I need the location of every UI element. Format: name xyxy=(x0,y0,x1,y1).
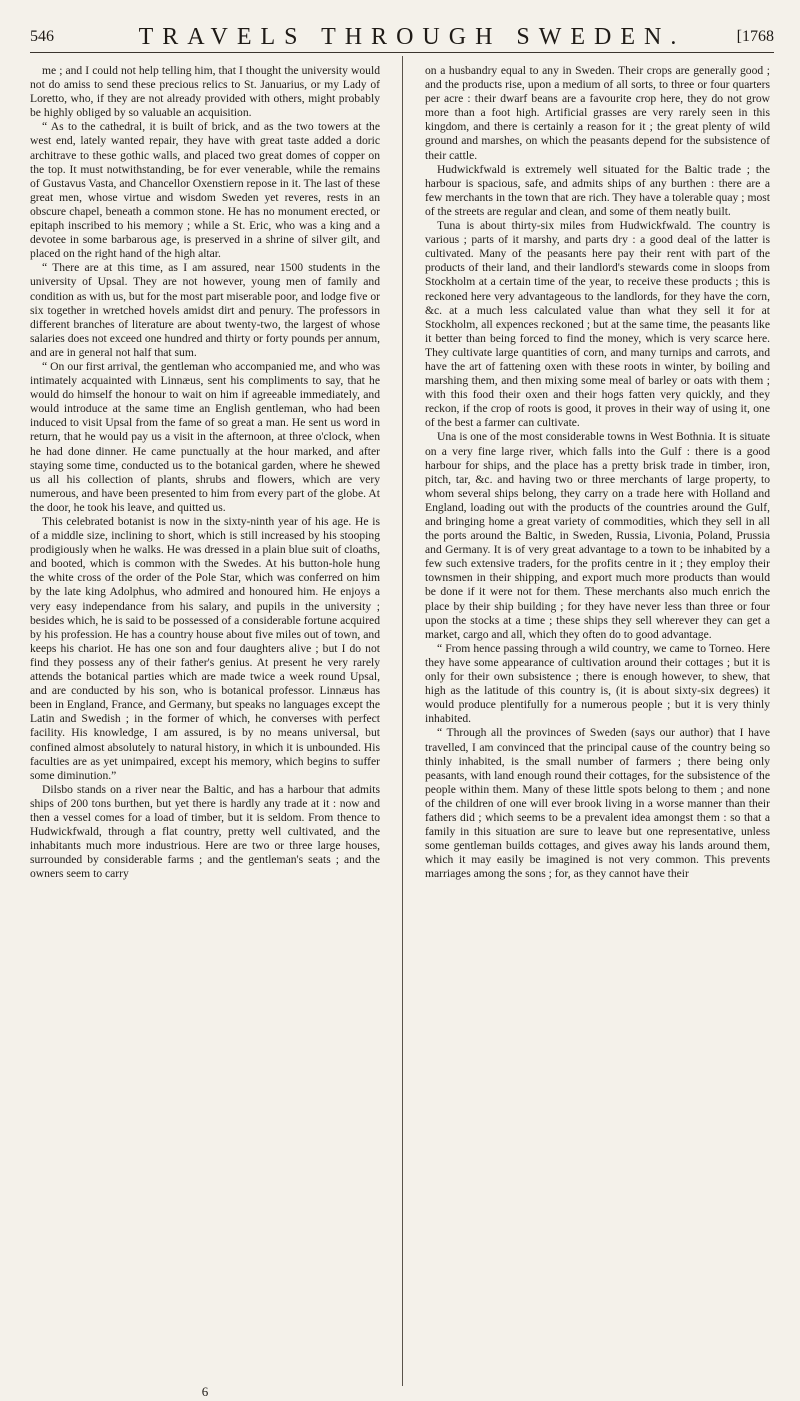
left-column xyxy=(30,64,380,1384)
right-column xyxy=(425,64,770,1384)
column-divider xyxy=(402,56,403,1386)
paragraph: Hudwickfwald is extremely well situated for the Baltic trade ; the harbour is spacious, safe, and admits ships of any burthen : there are a few merchants in the town that are rich. They have a tolerable quay ; most of the streets are regular and clean, and some of them neatly built. xyxy=(425,162,770,218)
paragraph: “ On our first arrival, the gentleman who accompanied me, and who was intimately acquainted with Linnæus, sent his compliments to say, that he would do himself the honour to wait on him if agreeable immediately, and would introduce at the same time an English gentleman, who had been induced to visit Upsal from the fame of so great a man. He sent us word in return, that he would pay us a visit in the afternoon, at three o'clock, when he had done dinner. He came punctually at the hour marked, and after staying some time, conducted us to the botanical garden, where he shewed us all his collection of plants, shrubs and flowers, which are very numerous, and have been presented to him from every part of the globe. At the door, he took his leave, and quitted us. xyxy=(30,359,380,514)
paragraph: “ There are at this time, as I am assured, near 1500 students in the university of Upsal. They are not however, young men of family and condition as with us, but for the most part miserable poor, and lodge five or six together in wretched hovels amidst dirt and penury. The professors in different branches of literature are about twenty-two, the largest of whose salaries does not exceed one hundred and thirty or forty pounds per annum, and are in general not half that sum. xyxy=(30,261,380,359)
paragraph: “ As to the cathedral, it is built of brick, and as the two towers at the west end, lately wanted repair, they have with great taste added a doric architrave to these gothic walls, and placed two great domes of copper on the top. It must notwithstanding, be for ever venerable, while the remains of Gustavus Vasta, and Chancellor Oxenstiern repose in it. The last of these great men, whose virtue and wisdom Sweden yet reveres, rests in an obscure chapel, beneath a common stone. He has no monument erected, or epitaph inscribed to his memory ; while a St. Eric, who was a king and a devotee in some barbarous age, is preserved in a shrine of silver gilt, and placed on the right hand of the high altar. xyxy=(30,120,380,261)
paragraph: Tuna is about thirty-six miles from Hudwickfwald. The country is various ; parts of it marshy, and parts dry : a good deal of the latter is cultivated. Many of the peasants here pay their rent with part of the products of their land, and their landlord's stewards come in sloops from Stockholm at a certain time of the year, to receive these products ; this is reckoned here very advantageous to the landlords, for they have the corn, &c. at a much less calculated value than what they sell it for at Stockholm, all expences reckoned ; but at the same time, the peasants like it better than being forced to find the money, which is very scarce here. They cultivate large quantities of corn, and many turnips and carrots, and have the art of fattening oxen with these roots in winter, by boiling and marshing them, and then mixing some meal of barley or oats with them ; with this food their oxen and their hogs fatten very quickly, and they reckon, if the crop of roots is good, it proves in their way of using it, one of the best a farmer can cultivate. xyxy=(425,219,770,430)
page-number: 546 xyxy=(30,28,54,45)
paragraph: “ Through all the provinces of Sweden (says our author) that I have travelled, I am convinced that the principal cause of the country being so thinly inhabited, is the small number of farmers ; there being only peasants, with land enough round their cottages, for the subsistence of the people within them. Many of these little spots belong to them ; and none of the children of one will ever brook living in a worse manner than their fathers did ; which seems to be a prevalent idea amongst them : so that a family in this situation are sure to leave but one representative, unless some gentleman builds cottages, and gives away his lands around them, which it may easily be imagined is not very common. This prevents marriages among the sons ; for, as they cannot have their xyxy=(425,726,770,881)
year-marker: [1768 xyxy=(736,28,774,45)
paragraph: Dilsbo stands on a river near the Baltic, and has a harbour that admits ships of 200 tons burthen, but yet there is hardly any trade at it : now and then a vessel comes for a load of timber, but it is seldom. From thence to Hudwickfwald, through a flat country, pretty well cultivated, and the inhabitants much more industrious. Here are two or three large houses, surrounded by considerable farms ; and the gentleman's seats ; and the owners seem to carry xyxy=(30,782,380,881)
paragraph: “ From hence passing through a wild country, we came to Torneo. Here they have some appearance of cultivation around their cottages ; but it is only for their own subsistence ; there is enough however, to shew, that high as the latitude of this country is, (it is about sixty-six degrees) it would produce plentifully for a numerous people ; but it is very thinly inhabited. xyxy=(425,641,770,726)
running-header xyxy=(30,18,774,53)
signature-mark: 6 xyxy=(201,1384,209,1399)
paragraph: on a husbandry equal to any in Sweden. Their crops are generally good ; and the products rise, upon a medium of all sorts, to three or four quarters per acre : their dwarf beans are a favourite crop here, they do not grow more than a foot high. Artificial grasses are very rarely seen in this kingdom, and there is certainly a reason for it ; the great plenty of wild ground and marshes, on which the peasants depend for the subsistence of their cattle. xyxy=(425,64,770,162)
paragraph: me ; and I could not help telling him, that I thought the university would not do amiss to send these precious relics to St. Januarius, or my Lady of Loretto, who, if they are not already provided with others, might probably be highly obliged by so valuable an acquisition. xyxy=(30,64,380,120)
running-title: TRAVELS THROUGH SWEDEN. xyxy=(138,24,686,50)
paragraph: This celebrated botanist is now in the sixty-ninth year of his age. He is of a middle size, inclining to short, which is still increased by his stooping prodigiously when he walks. He was dressed in a plain blue suit of cloaths, and booted, which is common with the Swedes. At his button-hole hung the white cross of the order of the Pole Star, which was conferred on him by the late king Adolphus, who admired and honoured him. He enjoys a very easy independance from his salary, and pupils in the university ; besides which, he is said to be possessed of a considerable fortune acquired by his profession. He has a country house about five miles out of town, and keeps his chariot. He has one son and four daughters alive ; but I do not find they possess any of their father's genius. At present he very rarely attends the botanical parties which are made twice a week round Upsal, and are conducted by his son, who is botanical professor. Linnæus has been in England, France, and Germany, but speaks no languages except the Latin and Swedish ; in the former of which, he converses with perfect facility. His knowledge, I am assured, is by no means universal, but confined almost absolutely to natural history, in which it is unbounded. His faculties are as yet unimpaired, except his memory, which begins to suffer some diminution.” xyxy=(30,515,380,782)
paragraph: Una is one of the most considerable towns in West Bothnia. It is situate on a very fine large river, which falls into the Gulf : there is a good harbour for ships, and the place has a pretty brisk trade in timber, iron, pitch, tar, &c. and having two or three merchants of large property, to whom several ships belong, they carry on a trade here with Holland and England, loading out with the products of the countries around the Gulf, and bringing home a great variety of commodities, which they sell in all the ports around the Baltic, in Sweden, Russia, Livonia, Poland, Prussia and Germany. It is of very great advantage to a town to be inhabited by a few such extensive traders, for the profits centre in it ; they employ their townsmen in their shipping, and export much more products than would be done if it were not for them. These merchants also much enrich the place by their ship building ; for they have never less than three or four upon the stocks at a time ; these ships they sell wherever they can get a market, cargo and all, which they often do to good advantage. xyxy=(425,430,770,641)
